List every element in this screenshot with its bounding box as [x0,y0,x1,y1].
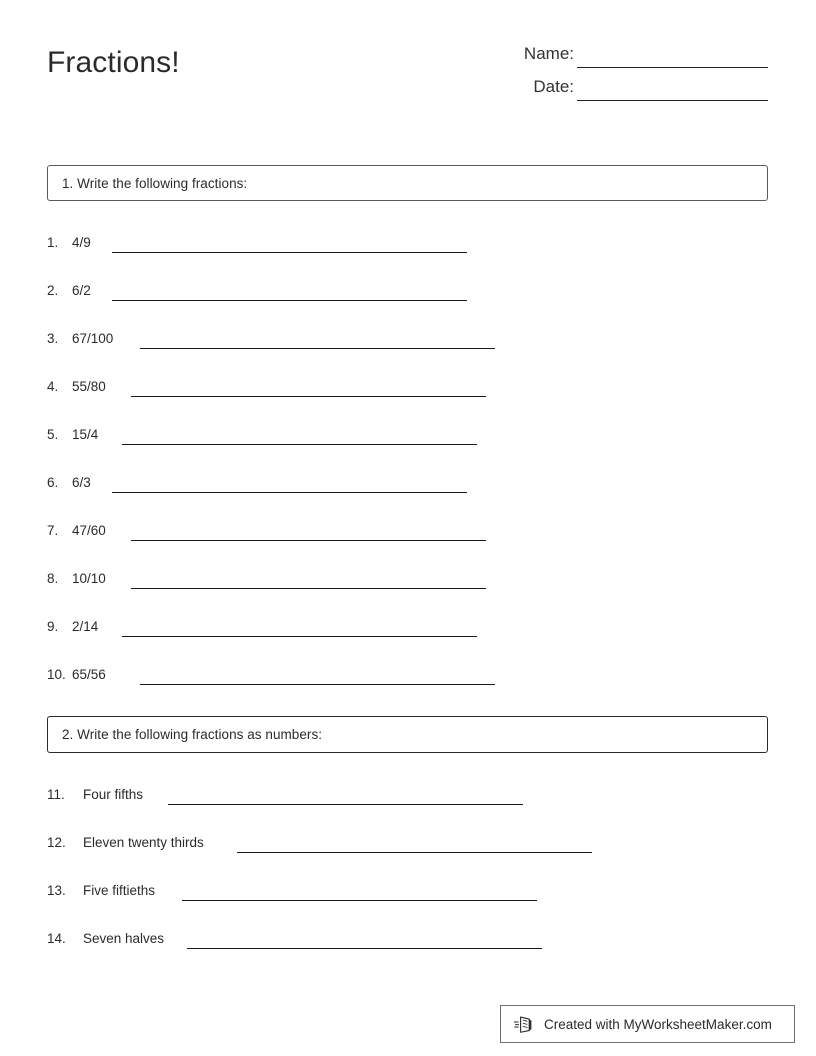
question-text: 4/9 [72,235,91,250]
question-text: 65/56 [72,667,106,682]
question-row [0,924,816,972]
answer-blank[interactable] [140,348,495,349]
question-text: 10/10 [72,571,106,586]
answer-blank[interactable] [122,444,477,445]
answer-blank[interactable] [112,252,467,253]
question-number: 12. [47,835,66,850]
question-row [0,372,816,420]
section-1-question-list [0,228,816,708]
date-field-input[interactable] [577,100,768,101]
question-row [0,420,816,468]
question-number: 4. [47,379,59,394]
question-number: 1. [47,235,59,250]
question-row [0,276,816,324]
section-1-title: 1. Write the following fractions: [62,175,248,191]
question-number: 7. [47,523,59,538]
answer-blank[interactable] [112,492,467,493]
question-row [0,828,816,876]
date-field-label: Date: [533,77,574,96]
question-row [0,660,816,708]
question-text: 6/2 [72,283,91,298]
question-text: Five fiftieths [83,883,156,898]
question-text: 6/3 [72,475,91,490]
section-2-title: 2. Write the following fractions as numbers: [62,727,323,742]
question-number: 9. [47,619,59,634]
answer-blank[interactable] [131,588,486,589]
name-field-input[interactable] [577,67,768,68]
question-number: 8. [47,571,59,586]
worksheet-maker-credit-badge[interactable] [500,1005,795,1043]
question-row [0,876,816,924]
answer-blank[interactable] [122,636,477,637]
question-number: 6. [47,475,59,490]
question-text: Seven halves [83,931,165,946]
question-text: 67/100 [72,331,114,346]
question-number: 5. [47,427,59,442]
question-row [0,516,816,564]
name-field-row [440,44,770,77]
section-2-question-list [0,780,816,972]
question-number: 14. [47,931,66,946]
question-row [0,780,816,828]
question-number: 11. [47,787,65,802]
date-field-row [440,77,770,110]
question-text: 15/4 [72,427,99,442]
question-text: Eleven twenty thirds [83,835,204,850]
question-row [0,564,816,612]
worksheet-maker-credit-text: Created with MyWorksheetMaker.com [544,1016,772,1032]
worksheet-header [0,0,816,140]
question-number: 2. [47,283,59,298]
answer-blank[interactable] [237,852,592,853]
answer-blank[interactable] [140,684,495,685]
answer-blank[interactable] [112,300,467,301]
question-row [0,324,816,372]
question-number: 13. [47,883,66,898]
question-number: 10. [47,667,66,682]
section-1-header [47,165,768,201]
question-number: 3. [47,331,59,346]
question-text: 2/14 [72,619,99,634]
answer-blank[interactable] [131,540,486,541]
question-text: 55/80 [72,379,106,394]
page-title: Fractions! [47,46,180,79]
question-text: Four fifths [83,787,144,802]
answer-blank[interactable] [182,900,537,901]
section-2-header [47,716,768,753]
student-info-fields [440,44,770,110]
answer-blank[interactable] [168,804,523,805]
answer-blank[interactable] [187,948,542,949]
question-row [0,468,816,516]
question-row [0,228,816,276]
name-field-label: Name: [523,44,574,63]
answer-blank[interactable] [131,396,486,397]
worksheet-maker-logo-icon [514,1013,536,1035]
question-row [0,612,816,660]
question-text: 47/60 [72,523,106,538]
